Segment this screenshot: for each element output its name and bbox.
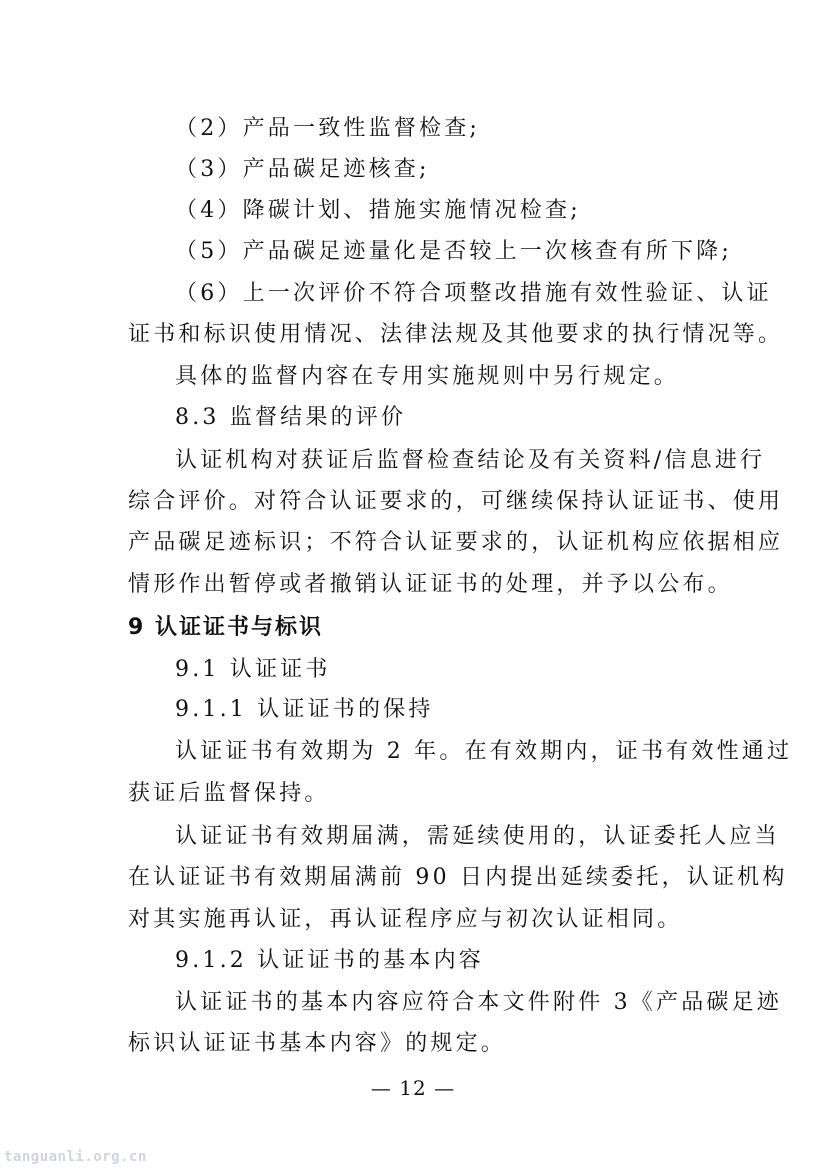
list-item-5: （5）产品碳足迹量化是否较上一次核查有所下降;	[175, 239, 733, 264]
list-item-3: （3）产品碳足迹核查;	[175, 157, 430, 182]
section-heading-9-1-1: 9.1.1 认证证书的保持	[175, 697, 434, 722]
paragraph-text: 情形作出暂停或者撤销认证证书的处理，并予以公布。	[128, 572, 733, 597]
paragraph-text: 具体的监督内容在专用实施规则中另行规定。	[175, 364, 680, 389]
list-item-4: （4）降碳计划、措施实施情况检查;	[175, 198, 581, 223]
paragraph-text: 认证机构对获证后监督检查结论及有关资料/信息进行	[175, 448, 766, 473]
paragraph-text: 产品碳足迹标识；不符合认证要求的，认证机构应依据相应	[128, 530, 784, 555]
section-heading-9-1: 9.1 认证证书	[175, 657, 331, 682]
paragraph-text: 认证证书有效期届满，需延续使用的，认证委托人应当	[175, 824, 780, 849]
section-heading-9: 9 认证证书与标识	[128, 615, 323, 640]
paragraph-text: 综合评价。对符合认证要求的，可继续保持认证证书、使用	[128, 489, 784, 514]
page-number: — 12 —	[370, 1076, 456, 1100]
list-item-6-line-1: （6）上一次评价不符合项整改措施有效性验证、认证	[175, 281, 772, 306]
paragraph-text: 认证证书的基本内容应符合本文件附件 3《产品碳足迹	[175, 990, 782, 1015]
watermark: tanguanli.org.cn	[4, 1149, 147, 1165]
list-item-2: （2）产品一致性监督检查;	[175, 116, 481, 141]
section-heading-9-1-2: 9.1.2 认证证书的基本内容	[175, 948, 484, 973]
paragraph-text: 认证证书有效期为 2 年。在有效期内，证书有效性通过	[175, 739, 793, 764]
section-heading-8-3: 8.3 监督结果的评价	[175, 405, 407, 430]
paragraph-text: 获证后监督保持。	[128, 781, 330, 806]
paragraph-text: 对其实施再认证，再认证程序应与初次认证相同。	[128, 907, 683, 932]
paragraph-text: 在认证证书有效期届满前 90 日内提出延续委托，认证机构	[128, 865, 788, 890]
list-item-6-line-2: 证书和标识使用情况、法律法规及其他要求的执行情况等。	[128, 322, 784, 347]
paragraph-text: 标识认证证书基本内容》的规定。	[128, 1031, 507, 1056]
